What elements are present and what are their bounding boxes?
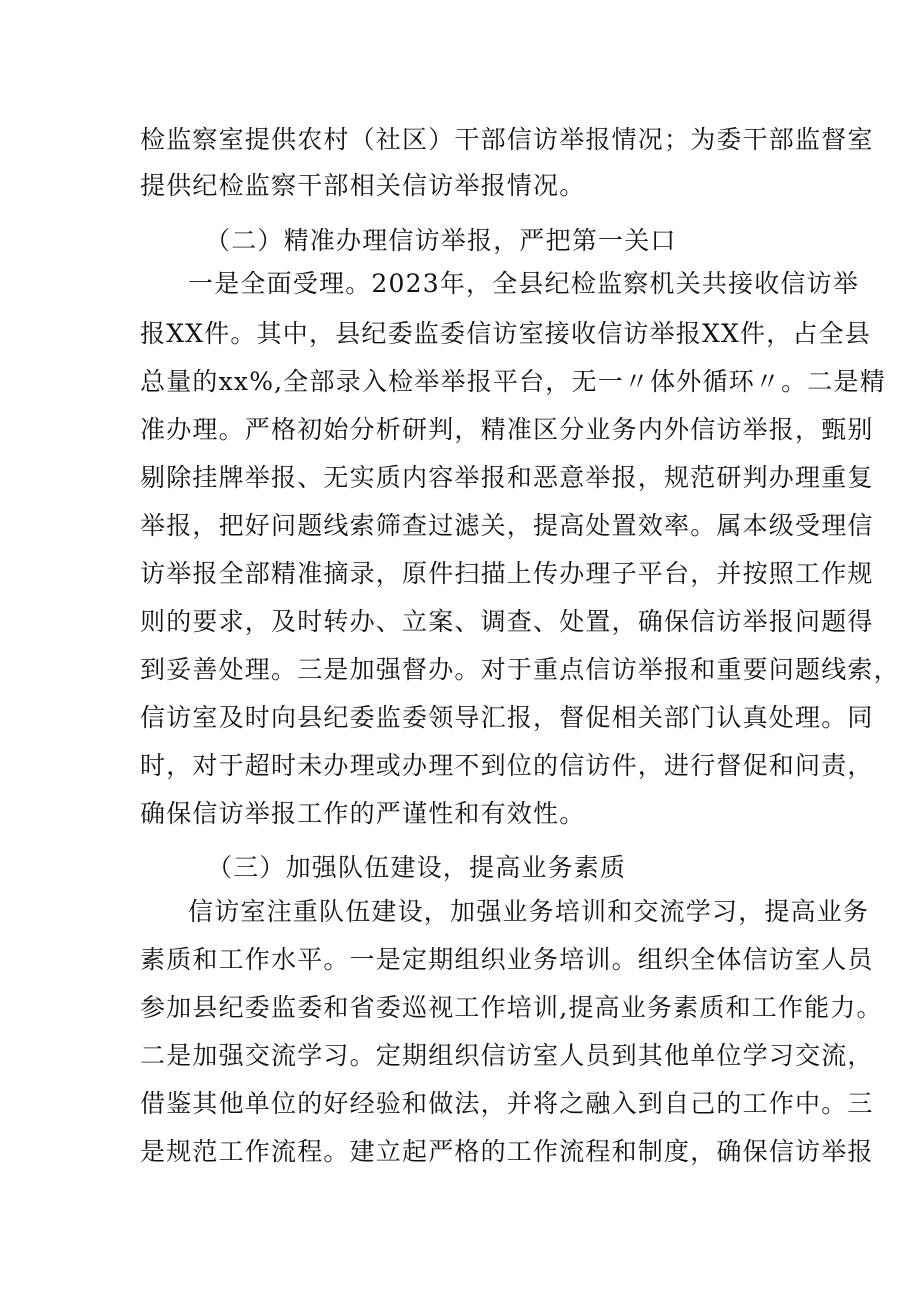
paragraph-line: 举报，把好问题线索筛查过滤关，提高处置效率。属本级受理信 [140, 511, 874, 540]
paragraph-line: 确保信访举报工作的严谨性和有效性。 [140, 799, 586, 828]
paragraph-line: 总量的xx%,全部录入检举举报平台，无一〃体外循环〃。二是精 [140, 367, 886, 396]
paragraph-line: 提供纪检监察干部相关信访举报情况。 [140, 171, 586, 200]
paragraph-line: 准办理。严格初始分析研判，精准区分业务内外信访举报，甄别 [140, 415, 874, 444]
paragraph-line: 信访室及时向县纪委监委领导汇报，督促相关部门认真处理。同 [140, 703, 874, 732]
paragraph-line: 则的要求，及时转办、立案、调查、处置，确保信访举报问题得 [140, 607, 874, 636]
paragraph-line: 访举报全部精准摘录，原件扫描上传办理子平台，并按照工作规 [140, 559, 874, 588]
paragraph-line: 信访室注重队伍建设，加强业务培训和交流学习，提高业务 [188, 897, 870, 926]
paragraph-line: 参加县纪委监委和省委巡视工作培训,提高业务素质和工作能力。 [140, 993, 883, 1022]
paragraph-line: 是规范工作流程。建立起严格的工作流程和制度，确保信访举报 [140, 1137, 874, 1166]
paragraph-line: 借鉴其他单位的好经验和做法，并将之融入到自己的工作中。三 [140, 1089, 874, 1118]
paragraph-line: 报XX件。其中，县纪委监委信访室接收信访举报XX件，占全县 [140, 319, 871, 348]
paragraph-line: 一是全面受理。2023年，全县纪检监察机关共接收信访举 [188, 269, 860, 298]
paragraph-line: 二是加强交流学习。定期组织信访室人员到其他单位学习交流， [140, 1041, 874, 1070]
paragraph-line: 剔除挂牌举报、无实质内容举报和恶意举报，规范研判办理重复 [140, 463, 874, 492]
paragraph-line: 检监察室提供农村（社区）干部信访举报情况；为委干部监督室 [140, 125, 874, 154]
paragraph-line: 时，对于超时未办理或办理不到位的信访件，进行督促和问责， [140, 751, 874, 780]
section-heading-2: （二）精准办理信访举报，严把第一关口 [205, 226, 677, 255]
paragraph-line: 素质和工作水平。一是定期组织业务培训。组织全体信访室人员 [140, 945, 874, 974]
paragraph-line: 到妥善处理。三是加强督办。对于重点信访举报和重要问题线索， [140, 655, 900, 684]
section-heading-3: （三）加强队伍建设，提高业务素质 [207, 853, 627, 882]
